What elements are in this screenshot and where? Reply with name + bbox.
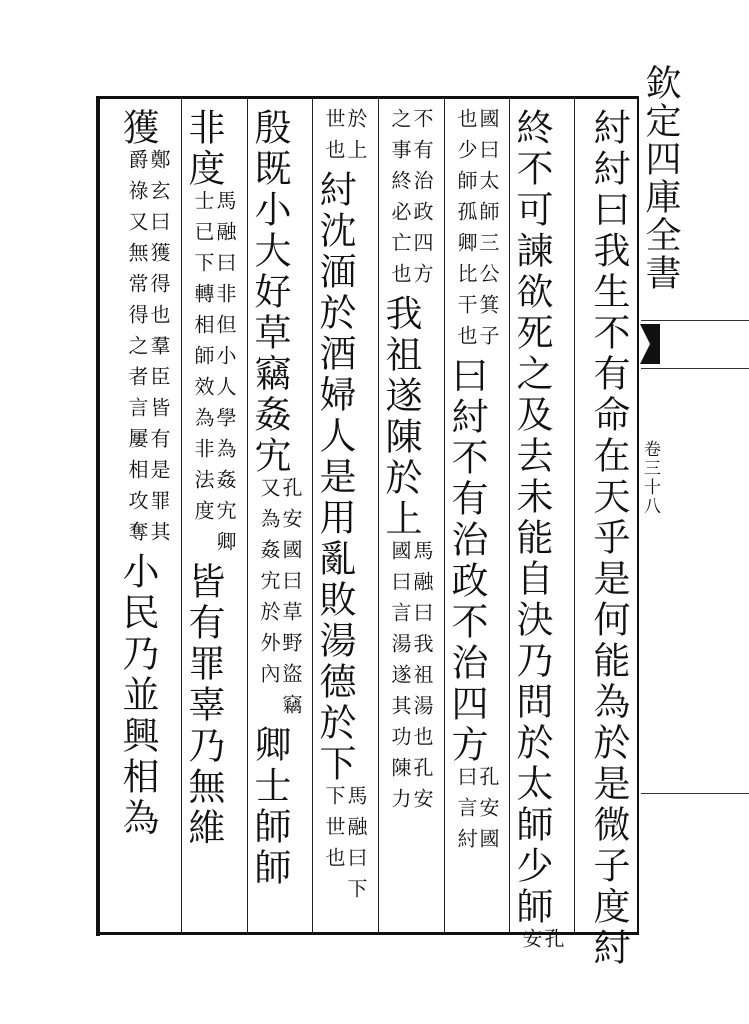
text-column <box>586 108 630 969</box>
commentary-right: 孔安國曰草野盜竊 <box>279 477 303 725</box>
commentary-right: 孔 <box>541 928 565 959</box>
commentary-pair <box>126 149 170 552</box>
frame-top-border <box>96 96 639 99</box>
text-column <box>510 108 565 959</box>
column-rule <box>574 99 575 932</box>
margin-volume-label: 卷三十八 <box>640 440 660 516</box>
commentary-left: 曰言紂 <box>454 766 478 859</box>
text-column <box>313 108 368 909</box>
main-text: 紂沈湎於酒婦人是用亂敗湯德於下 <box>313 170 356 785</box>
main-text: 小民乃並興相為 <box>116 552 159 839</box>
commentary-left: 爵祿又無常得之者言屢相攻奪 <box>125 149 149 552</box>
main-text: 我祖遂陳於上 <box>379 294 422 540</box>
commentary-pair <box>323 785 367 909</box>
fish-tail-mark <box>640 324 660 364</box>
commentary-pair <box>389 540 433 819</box>
commentary-left: 下世也 <box>322 785 346 878</box>
margin-book-title: 欽定四庫全書 <box>640 64 681 292</box>
commentary-left: 也少師孤卿比干也 <box>454 108 478 356</box>
commentary-right: 國曰太師三公箕子 <box>476 108 500 356</box>
commentary-pair <box>192 190 236 562</box>
commentary-pair <box>258 477 302 725</box>
commentary-pair <box>389 108 433 294</box>
main-text: 殷既小大好草竊姦宄 <box>248 108 291 477</box>
margin-rule <box>641 320 749 321</box>
main-text: 卿士師師 <box>248 725 291 889</box>
margin-rule <box>641 793 749 794</box>
commentary-right: 馬融曰下 <box>344 785 368 909</box>
commentary-right: 馬融曰我祖湯也孔安 <box>410 540 434 819</box>
text-column <box>379 108 434 819</box>
margin-rule <box>641 368 749 369</box>
commentary-pair <box>455 766 499 859</box>
commentary-left: 國曰言湯遂其功陳力 <box>388 540 412 819</box>
main-text: 紂紂曰我生不有命在天乎是何能為於是微子度紂 <box>587 108 630 969</box>
main-text: 皆有罪辜乃無維 <box>182 562 225 849</box>
text-column <box>116 108 171 839</box>
text-column <box>182 108 237 849</box>
frame-left-border <box>96 96 100 936</box>
main-text: 獲 <box>116 108 159 149</box>
commentary-right: 鄭玄曰獲得也羣臣皆有是罪其 <box>147 149 171 552</box>
commentary-right: 於上 <box>344 108 368 170</box>
commentary-pair <box>323 108 367 170</box>
commentary-left: 安 <box>519 928 543 959</box>
text-column <box>248 108 303 889</box>
main-text: 終不可諫欲死之及去未能自決乃問於太師少師 <box>510 108 553 928</box>
main-text: 曰紂不有治政不治四方 <box>445 356 488 766</box>
commentary-pair <box>455 108 499 356</box>
commentary-left: 世也 <box>322 108 346 170</box>
commentary-left: 又為姦宄於外內 <box>257 477 281 694</box>
main-text: 非度 <box>182 108 225 190</box>
commentary-right: 馬融曰非但小人學為姦宄卿 <box>213 190 237 562</box>
commentary-right: 不有治政四方 <box>410 108 434 294</box>
commentary-right: 孔安國 <box>476 766 500 859</box>
commentary-left: 之事終必亡也 <box>388 108 412 294</box>
commentary-left: 士已下轉相師效為非法度 <box>191 190 215 531</box>
commentary-pair <box>520 928 564 959</box>
text-column <box>445 108 500 859</box>
